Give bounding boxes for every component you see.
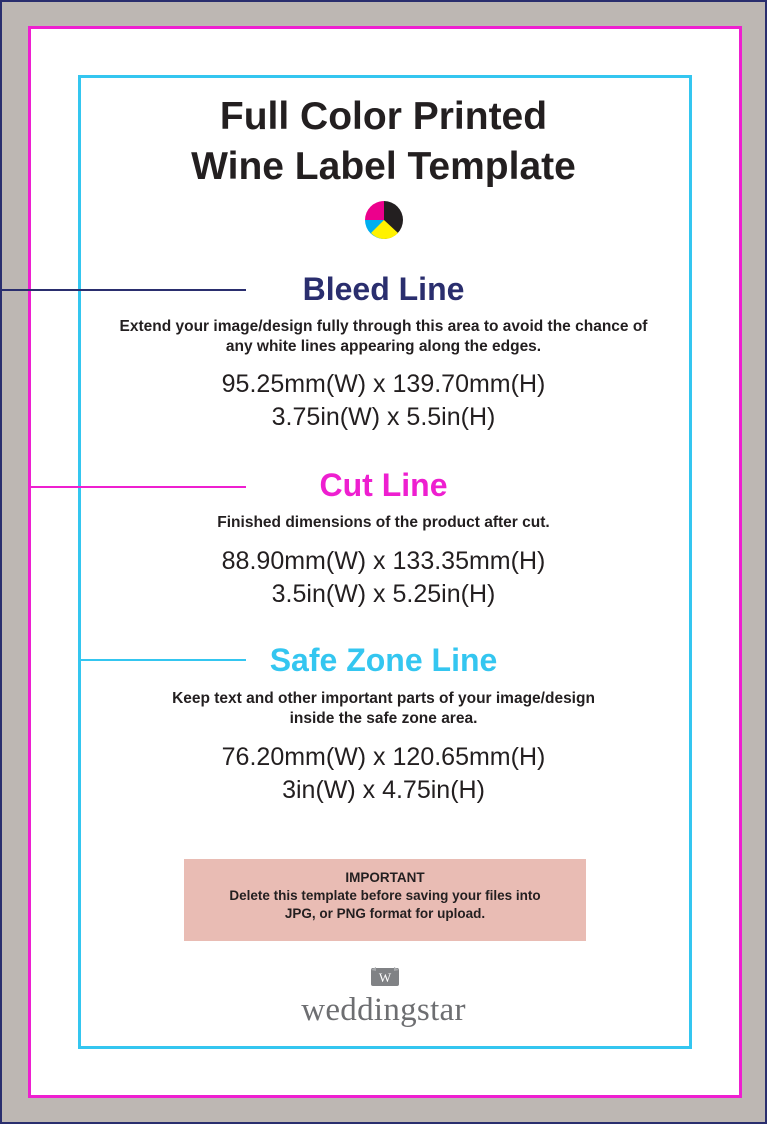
page-title bbox=[0, 92, 767, 192]
notice-line: JPG, or PNG format for upload. bbox=[284, 906, 486, 921]
desc-line: Finished dimensions of the product after cut. bbox=[217, 514, 550, 531]
safe-zone-line-title: Safe Zone Line bbox=[269, 642, 498, 678]
bleed-line-title: Bleed Line bbox=[302, 271, 465, 307]
cut-line-description bbox=[0, 513, 767, 533]
notice-line: Delete this template before saving your files into bbox=[229, 888, 541, 903]
dims-mm: 95.25mm(W) x 139.70mm(H) bbox=[221, 370, 546, 398]
bleed-line-description bbox=[0, 317, 767, 357]
safe-zone-line-description bbox=[0, 689, 767, 729]
bleed-line-dimensions bbox=[0, 368, 767, 434]
cut-line-dimensions bbox=[0, 545, 767, 611]
desc-line: any white lines appearing along the edges. bbox=[225, 338, 542, 355]
weddingstar-logo-text: weddingstar bbox=[301, 992, 466, 1028]
title-line-1: Full Color Printed bbox=[219, 95, 548, 138]
notice-heading: IMPORTANT bbox=[345, 870, 425, 885]
logo-mark-letter: W bbox=[378, 970, 392, 985]
safe-zone-line-dimensions bbox=[0, 741, 767, 807]
dims-mm: 88.90mm(W) x 133.35mm(H) bbox=[221, 547, 546, 575]
desc-line: inside the safe zone area. bbox=[289, 710, 478, 727]
dims-in: 3.75in(W) x 5.5in(H) bbox=[271, 403, 496, 431]
important-notice bbox=[184, 859, 586, 941]
dims-in: 3.5in(W) x 5.25in(H) bbox=[271, 580, 496, 608]
dims-in: 3in(W) x 4.75in(H) bbox=[282, 776, 485, 804]
desc-line: Extend your image/design fully through this area to avoid the chance of bbox=[119, 318, 648, 335]
cmyk-color-wheel-icon bbox=[364, 200, 404, 240]
cut-line-title: Cut Line bbox=[319, 467, 448, 503]
dims-mm: 76.20mm(W) x 120.65mm(H) bbox=[221, 743, 546, 771]
desc-line: Keep text and other important parts of your image/design bbox=[172, 690, 595, 707]
weddingstar-logo-icon bbox=[370, 966, 400, 988]
title-line-2: Wine Label Template bbox=[191, 145, 576, 188]
